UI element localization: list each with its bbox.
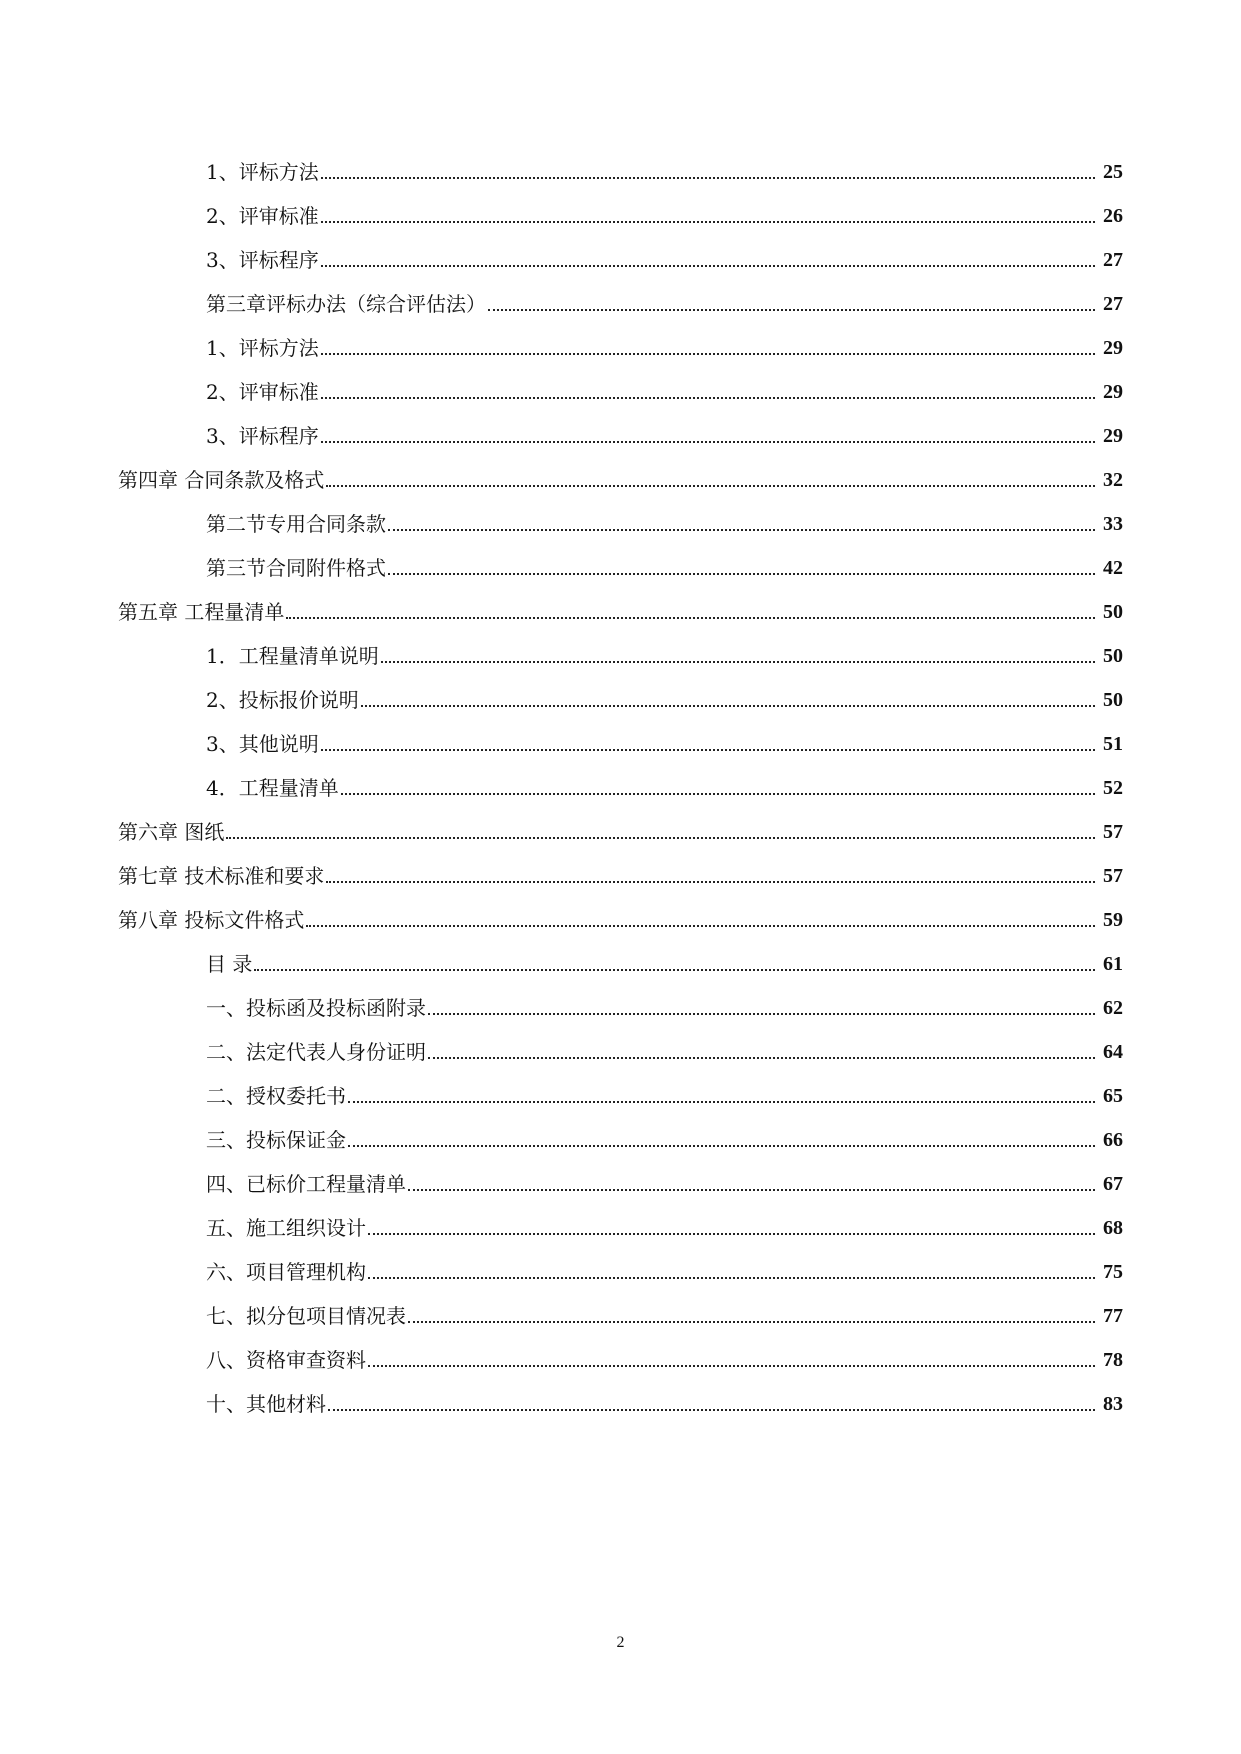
toc-entry[interactable] xyxy=(0,1338,1241,1372)
toc-page-number: 83 xyxy=(1103,1393,1123,1415)
toc-entry[interactable] xyxy=(0,546,1241,580)
toc-page-number: 50 xyxy=(1103,689,1123,711)
toc-entry[interactable] xyxy=(0,1294,1241,1328)
toc-page-number: 64 xyxy=(1103,1041,1123,1063)
toc-entry-text: 4．工程量清单 xyxy=(206,776,339,800)
toc-page-number: 57 xyxy=(1103,821,1123,843)
dot-leader xyxy=(254,969,1095,971)
toc-entry-text: 2、评审标准 xyxy=(206,204,319,228)
toc-entry[interactable] xyxy=(0,282,1241,316)
toc-chapter-entry[interactable] xyxy=(0,590,1241,624)
toc-entry-text: 第五章 工程量清单 xyxy=(118,600,285,624)
dot-leader xyxy=(226,837,1095,839)
toc-entry[interactable] xyxy=(0,986,1241,1020)
toc-entry-text: 第三章评标办法（综合评估法） xyxy=(206,292,486,316)
dot-leader xyxy=(388,573,1095,575)
dot-leader xyxy=(348,1145,1095,1147)
toc-page-number: 62 xyxy=(1103,997,1123,1019)
toc-entry[interactable] xyxy=(0,238,1241,272)
toc-entry[interactable] xyxy=(0,1206,1241,1240)
toc-entry-text: 第七章 技术标准和要求 xyxy=(118,864,325,888)
toc-entry-text: 四、已标价工程量清单 xyxy=(206,1172,406,1196)
dot-leader xyxy=(368,1277,1095,1279)
toc-page-number: 25 xyxy=(1103,161,1123,183)
toc-entry-text: 第三节合同附件格式 xyxy=(206,556,386,580)
dot-leader xyxy=(428,1057,1095,1059)
toc-entry[interactable] xyxy=(0,942,1241,976)
toc-entry-text: 第八章 投标文件格式 xyxy=(118,908,305,932)
toc-entry[interactable] xyxy=(0,1250,1241,1284)
toc-entry[interactable] xyxy=(0,414,1241,448)
dot-leader xyxy=(321,265,1095,267)
dot-leader xyxy=(321,749,1095,751)
dot-leader xyxy=(368,1233,1095,1235)
page-number: 2 xyxy=(616,1634,625,1651)
toc-entry-text: 三、投标保证金 xyxy=(206,1128,346,1152)
toc-entry[interactable] xyxy=(0,370,1241,404)
dot-leader xyxy=(321,353,1095,355)
toc-page-number: 78 xyxy=(1103,1349,1123,1371)
toc-page-number: 29 xyxy=(1103,425,1123,447)
toc-page-number: 32 xyxy=(1103,469,1123,491)
toc-page-number: 77 xyxy=(1103,1305,1123,1327)
toc-entry[interactable] xyxy=(0,326,1241,360)
toc-entry[interactable] xyxy=(0,502,1241,536)
toc-entry-text: 第六章 图纸 xyxy=(118,820,225,844)
toc-entry-text: 六、项目管理机构 xyxy=(206,1260,366,1284)
dot-leader xyxy=(328,1409,1095,1411)
toc-page-number: 27 xyxy=(1103,293,1123,315)
toc-entry-text: 1．工程量清单说明 xyxy=(206,644,379,668)
toc-entry-text: 二、法定代表人身份证明 xyxy=(206,1040,426,1064)
toc-page-number: 52 xyxy=(1103,777,1123,799)
dot-leader xyxy=(321,441,1095,443)
toc-entry[interactable] xyxy=(0,194,1241,228)
toc-entry-text: 一、投标函及投标函附录 xyxy=(206,996,426,1020)
toc-page-number: 68 xyxy=(1103,1217,1123,1239)
toc-chapter-entry[interactable] xyxy=(0,810,1241,844)
toc-entry-text: 3、评标程序 xyxy=(206,248,319,272)
toc-page-number: 29 xyxy=(1103,337,1123,359)
toc-entry[interactable] xyxy=(0,766,1241,800)
toc-entry-text: 十、其他材料 xyxy=(206,1392,326,1416)
toc-page-number: 65 xyxy=(1103,1085,1123,1107)
toc-page-number: 57 xyxy=(1103,865,1123,887)
toc-entry-text: 1、评标方法 xyxy=(206,160,319,184)
dot-leader xyxy=(488,309,1095,311)
toc-chapter-entry[interactable] xyxy=(0,458,1241,492)
toc-page-number: 51 xyxy=(1103,733,1123,755)
toc-entry[interactable] xyxy=(0,722,1241,756)
dot-leader xyxy=(381,661,1095,663)
toc-entry[interactable] xyxy=(0,634,1241,668)
dot-leader xyxy=(428,1013,1095,1015)
dot-leader xyxy=(408,1321,1095,1323)
toc-entry[interactable] xyxy=(0,1074,1241,1108)
toc-page-number: 27 xyxy=(1103,249,1123,271)
toc-entry[interactable] xyxy=(0,150,1241,184)
toc-page-number: 66 xyxy=(1103,1129,1123,1151)
toc-page-number: 50 xyxy=(1103,645,1123,667)
toc-entry-text: 2、评审标准 xyxy=(206,380,319,404)
dot-leader xyxy=(348,1101,1095,1103)
toc-page-number: 33 xyxy=(1103,513,1123,535)
toc-page-number: 61 xyxy=(1103,953,1123,975)
toc-entry-text: 第四章 合同条款及格式 xyxy=(118,468,325,492)
toc-page-number: 67 xyxy=(1103,1173,1123,1195)
dot-leader xyxy=(326,881,1095,883)
toc-entry-text: 1、评标方法 xyxy=(206,336,319,360)
dot-leader xyxy=(286,617,1095,619)
toc-entry[interactable] xyxy=(0,1162,1241,1196)
toc-chapter-entry[interactable] xyxy=(0,854,1241,888)
toc-page-number: 26 xyxy=(1103,205,1123,227)
toc-entry[interactable] xyxy=(0,1118,1241,1152)
toc-page-number: 29 xyxy=(1103,381,1123,403)
dot-leader xyxy=(408,1189,1095,1191)
dot-leader xyxy=(341,793,1095,795)
toc-entry-text: 八、资格审查资料 xyxy=(206,1348,366,1372)
toc-page-number: 50 xyxy=(1103,601,1123,623)
toc-entry[interactable] xyxy=(0,678,1241,712)
toc-entry-text: 3、评标程序 xyxy=(206,424,319,448)
toc-entry[interactable] xyxy=(0,1382,1241,1416)
toc-entry-text: 第二节专用合同条款 xyxy=(206,512,386,536)
dot-leader xyxy=(321,221,1095,223)
dot-leader xyxy=(321,397,1095,399)
toc-page-number: 75 xyxy=(1103,1261,1123,1283)
toc-chapter-entry[interactable] xyxy=(0,898,1241,932)
toc-entry-text: 二、授权委托书 xyxy=(206,1084,346,1108)
toc-entry-text: 目 录 xyxy=(206,952,253,976)
toc-entry-text: 五、施工组织设计 xyxy=(206,1216,366,1240)
dot-leader xyxy=(321,177,1095,179)
dot-leader xyxy=(361,705,1095,707)
dot-leader xyxy=(368,1365,1095,1367)
toc-entry-text: 七、拟分包项目情况表 xyxy=(206,1304,406,1328)
toc-entry-text: 3、其他说明 xyxy=(206,732,319,756)
dot-leader xyxy=(306,925,1095,927)
toc-entry[interactable] xyxy=(0,1030,1241,1064)
toc-entry-text: 2、投标报价说明 xyxy=(206,688,359,712)
toc-page-number: 59 xyxy=(1103,909,1123,931)
dot-leader xyxy=(326,485,1095,487)
dot-leader xyxy=(388,529,1095,531)
toc-page-number: 42 xyxy=(1103,557,1123,579)
